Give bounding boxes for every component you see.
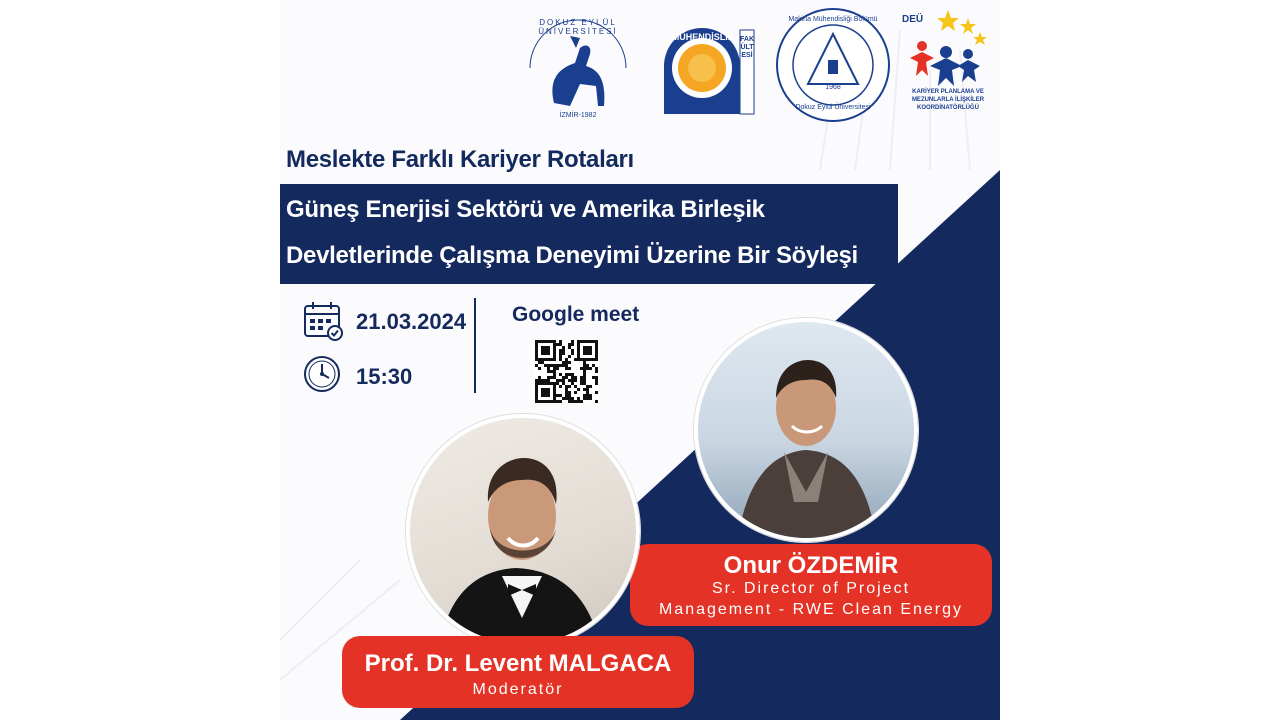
university-ring-text: DOKUZ EYLÜL ÜNİVERSİTESİ [538, 18, 618, 36]
platform-label: Google meet [512, 303, 640, 326]
university-year-text: İZMİR-1982 [559, 112, 597, 119]
event-time: 15:30 [356, 364, 413, 389]
faculty-side-text: FAKÜLTESİ [740, 36, 754, 59]
info-divider [474, 298, 476, 393]
department-year: 1968 [825, 84, 841, 91]
qr-code[interactable] [535, 340, 599, 404]
moderator-portrait-image [410, 418, 636, 644]
guest-name-card [630, 544, 992, 626]
faculty-logo [648, 8, 760, 118]
title-banner [280, 184, 898, 284]
moderator-role: Moderatör [472, 681, 564, 698]
university-logo [520, 8, 636, 126]
event-poster [280, 0, 1000, 720]
series-title: Meslekte Farklı Kariyer Rotaları [286, 146, 634, 173]
faculty-arc-text: MÜHENDİSLİK [671, 32, 735, 42]
moderator-photo [406, 414, 640, 648]
guest-portrait-image [698, 322, 914, 538]
career-office-logo [896, 8, 1000, 120]
guest-photo [694, 318, 918, 542]
title-line-2: Devletlerinde Çalışma Deneyimi Üzerine Bir Söyleşi [286, 242, 858, 269]
moderator-name-card [342, 636, 694, 708]
event-date: 21.03.2024 [356, 309, 467, 334]
guest-name: Onur ÖZDEMİR [723, 552, 899, 579]
title-line-1: Güneş Enerjisi Sektörü ve Amerika Birleşik [286, 196, 765, 223]
career-logo-label: DEÜ [902, 14, 924, 25]
calendar-icon [302, 300, 344, 342]
department-ring-bottom: Dokuz Eylül Üniversitesi [795, 104, 871, 111]
guest-role-line-2: Management - RWE Clean Energy [658, 601, 964, 618]
faculty-sun-icon [648, 8, 760, 118]
clock-icon [302, 354, 344, 396]
career-caption: KARİYER PLANLAMA VE MEZUNLARLA İLİŞKİLER KOORDİNATÖRLÜĞÜ [911, 89, 985, 111]
guest-role-line-1: Sr. Director of Project [711, 580, 911, 597]
department-ring-top: Makina Mühendisliği Bölümü [788, 16, 878, 23]
department-logo [774, 6, 892, 124]
moderator-name: Prof. Dr. Levent MALGACA [364, 650, 672, 677]
